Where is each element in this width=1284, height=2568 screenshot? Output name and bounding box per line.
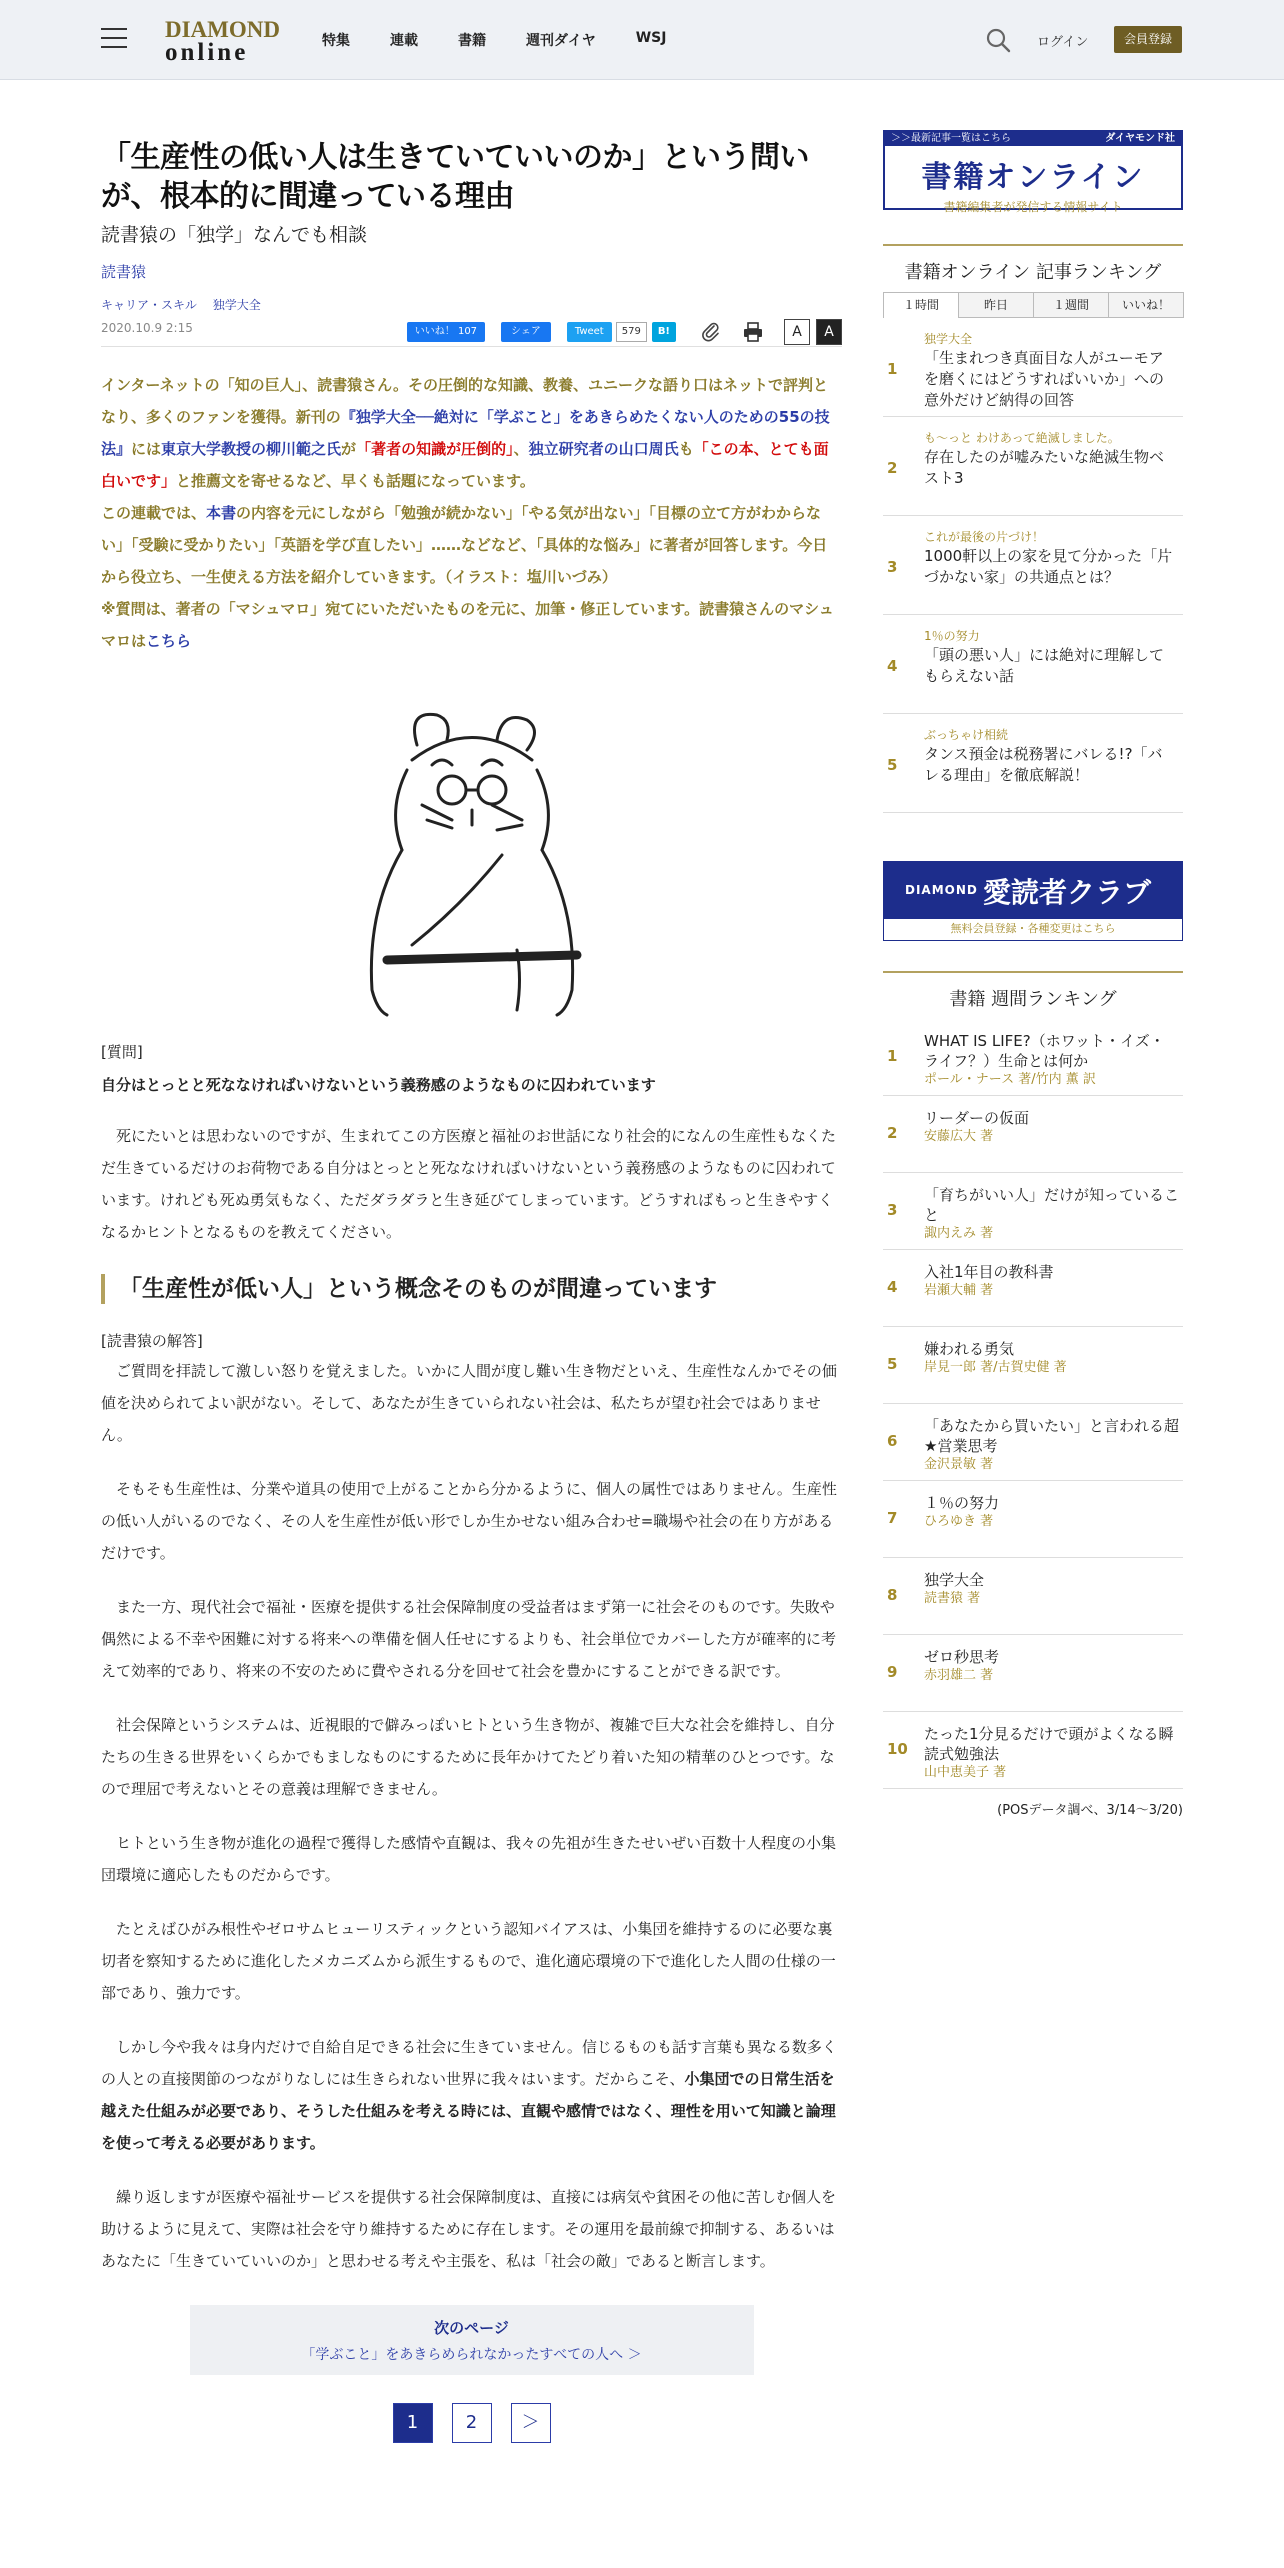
tab-yesterday[interactable]: 昨日 bbox=[958, 292, 1034, 318]
book-rank: 4 bbox=[887, 1278, 898, 1296]
article-subtitle: 読書猿の「独学」なんでも相談 bbox=[101, 224, 368, 246]
banner-title: 書籍オンライン bbox=[921, 160, 1145, 195]
lead-text: と推薦文を寄せるなど、早くも話題になっています。 bbox=[176, 472, 535, 490]
pagination bbox=[101, 2403, 842, 2443]
category-career[interactable]: キャリア・スキル bbox=[101, 298, 197, 312]
meta-row bbox=[101, 317, 842, 347]
next-arrow-button[interactable]: ＞ bbox=[511, 2403, 551, 2443]
book-item[interactable] bbox=[883, 1481, 1183, 1558]
banner-latest: ＞＞最新記事一覧はこちら bbox=[891, 133, 1011, 144]
book-author: 金沢景敏 著 bbox=[924, 1457, 994, 1472]
book-title: １％の努力 bbox=[924, 1494, 1000, 1512]
book-rank: 5 bbox=[887, 1355, 898, 1373]
marshmallow-link[interactable]: こちら bbox=[146, 632, 192, 650]
rank-kicker: も〜っと わけあって絶滅しました。 bbox=[924, 431, 1120, 445]
lead-text: も bbox=[678, 440, 694, 458]
sidebar bbox=[883, 130, 1183, 1818]
tab-1hour[interactable]: １時間 bbox=[883, 292, 959, 318]
book-author: ポール・ナース 著/竹内 薫 訳 bbox=[924, 1072, 1096, 1087]
answer-paragraph: ヒトという生き物が進化の過程で獲得した感情や直観は、我々の先祖が生きたせいぜい百数十人程度の小集団環境に適応したものだからです。 bbox=[101, 1834, 837, 1884]
readers-club-banner[interactable] bbox=[883, 861, 1183, 941]
ranking-item[interactable] bbox=[883, 615, 1183, 714]
book-rank: 8 bbox=[887, 1586, 898, 1604]
answer-paragraph: また一方、現代社会で福祉・医療を提供する社会保障制度の受益者はまず第一に社会そのものです。失敗や偶然による不幸や困難に対する将来への準備を個人任せにするよりも、社会単位でカバーした方が確率的に考えて効率的であり、将来の不安のために費やされる分を回せて社会を豊かにすることができる訳です。 bbox=[101, 1598, 837, 1680]
next-page-label: 次のページ bbox=[434, 2319, 509, 2337]
logo-bottom: online bbox=[165, 39, 249, 66]
page-2-button[interactable]: 2 bbox=[452, 2403, 492, 2443]
article-title: 「生産性の低い人は生きていていいのか」という問いが、根本的に間違っている理由 bbox=[101, 140, 809, 214]
category-list bbox=[101, 296, 842, 313]
book-item[interactable] bbox=[883, 1019, 1183, 1096]
book-title: リーダーの仮面 bbox=[924, 1109, 1030, 1127]
article bbox=[101, 138, 842, 2443]
book-link[interactable]: 本書 bbox=[206, 504, 237, 522]
quote-red: 「この本、とても面白いです」 bbox=[101, 440, 829, 490]
book-title: 「育ちがいい人」だけが知っていること bbox=[924, 1186, 1180, 1224]
rank-title: 「生まれつき真面目な人がユーモアを磨くにはどうすればいいか」への意外だけど納得の回答 bbox=[924, 349, 1165, 409]
search-icon[interactable] bbox=[985, 27, 1011, 53]
book-title: 嫌われる勇気 bbox=[924, 1340, 1015, 1358]
tab-1week[interactable]: １週間 bbox=[1033, 292, 1109, 318]
club-brand: DIAMOND bbox=[905, 883, 978, 897]
page-1-button[interactable]: 1 bbox=[393, 2403, 433, 2443]
rank-number: 2 bbox=[887, 459, 898, 477]
next-page-title: 「学ぶこと」をあきらめられなかったすべての人へ ＞ bbox=[301, 2347, 642, 2363]
nav-feature[interactable]: 特集 bbox=[322, 33, 350, 49]
social-bar bbox=[407, 319, 842, 345]
category-dokugaku[interactable]: 独学大全 bbox=[212, 298, 261, 312]
lead-paragraph-2 bbox=[101, 497, 842, 593]
ranking-item[interactable] bbox=[883, 714, 1183, 813]
rank-kicker: 独学大全 bbox=[924, 332, 973, 346]
article-ranking-title: 書籍オンライン 記事ランキング bbox=[883, 244, 1183, 288]
book-author: 読書猿 著 bbox=[924, 1591, 981, 1606]
answer-paragraph: たとえばひがみ根性やゼロサムヒューリスティックという認知バイアスは、小集団を維持するのに必要な裏切者を察知するために進化したメカニズムから派生するもので、進化適応環境の下で進化した人間の仕様の一部であり、強力です。 bbox=[101, 1920, 836, 2002]
book-rank: 2 bbox=[887, 1124, 898, 1142]
ranking-tabs bbox=[883, 292, 1183, 318]
answer-paragraph: ご質問を拝読して激しい怒りを覚えました。いかに人間が度し難い生き物だといえ、生産性なんかでその価値を決められてよい訳がない。そして、あなたが生きていられない社会は、私たちが望む社会ではありません。 bbox=[101, 1362, 837, 1444]
book-item[interactable] bbox=[883, 1404, 1183, 1481]
ranking-item[interactable] bbox=[883, 516, 1183, 615]
next-page-link[interactable] bbox=[190, 2305, 754, 2375]
club-name: 愛読者クラブ bbox=[983, 876, 1152, 909]
main-nav bbox=[322, 30, 706, 50]
book-item[interactable] bbox=[883, 1712, 1183, 1789]
lead-text: が bbox=[341, 440, 357, 458]
lead-text: この連載では、 bbox=[101, 504, 207, 522]
book-title: 入社1年目の教科書 bbox=[924, 1263, 1054, 1281]
lead-text: ※質問は、著者の「マシュマロ」宛てにいただいたものを元に、加筆・修正しています。読書猿さんのマシュマロは bbox=[101, 600, 834, 650]
book-rank: 1 bbox=[887, 1047, 898, 1065]
book-author: 諏内えみ 著 bbox=[924, 1226, 994, 1241]
facebook-share-button[interactable]: シェア bbox=[501, 322, 551, 342]
illustration-owl bbox=[322, 685, 622, 1025]
book-author: 岩瀬大輔 著 bbox=[924, 1283, 994, 1298]
facebook-like-button[interactable]: いいね！ 107 bbox=[407, 322, 485, 342]
book-author: 山中恵美子 著 bbox=[924, 1765, 1007, 1780]
rank-kicker: ぶっちゃけ相続 bbox=[924, 728, 1009, 742]
rank-title: 1000軒以上の家を見て分かった「片づかない家」の共通点とは？ bbox=[924, 547, 1173, 586]
book-item[interactable] bbox=[883, 1327, 1183, 1404]
publish-date: 2020.10.9 2:15 bbox=[101, 321, 193, 335]
book-title: たった1分見るだけで頭がよくなる瞬読式勉強法 bbox=[924, 1725, 1174, 1763]
site-logo[interactable] bbox=[165, 17, 280, 66]
answer-paragraph: 繰り返しますが医療や福祉サービスを提供する社会保障制度は、直接には病気や貧困その他に苦しむ個人を助けるように見えて、実際は社会を守り維持するために存在します。その運用を最前線で抑制する、あるいはあなたに「生きていていいのか」と思わせる考えや主張を、私は「社会の敵」であると断言します。 bbox=[101, 2188, 837, 2270]
hamburger-icon[interactable] bbox=[101, 28, 127, 50]
club-subtitle: 無料会員登録・各種変更はこちら bbox=[883, 919, 1183, 941]
answer-paragraph bbox=[101, 2031, 842, 2159]
book-item[interactable] bbox=[883, 1635, 1183, 1712]
ranking-item[interactable] bbox=[883, 417, 1183, 516]
signup-button[interactable]: 会員登録 bbox=[1114, 26, 1182, 53]
article-lead bbox=[101, 369, 842, 657]
person-link[interactable]: 東京大学教授の柳川範之氏 bbox=[161, 440, 342, 458]
answer-paragraph: そもそも生産性は、分業や道具の使用で上がることから分かるように、個人の属性ではありません。生産性の低い人がいるのでなく、その人を生産性が低い形でしか生かせない組み合わせ=職場や社会の在り方があるだけです。 bbox=[101, 1480, 837, 1562]
rank-kicker: 1％の努力 bbox=[924, 629, 980, 643]
book-title: 独学大全 bbox=[924, 1571, 985, 1589]
font-size-large-button[interactable]: A bbox=[816, 319, 842, 345]
lead-text: インターネットの「知の巨人」、読書猿さん。その圧倒的な知識、教養、ユニークな語り口はネットで評判となり、多くのファンを獲得。新刊の bbox=[101, 376, 829, 426]
ranking-item[interactable] bbox=[883, 318, 1183, 417]
book-rank: 3 bbox=[887, 1201, 898, 1219]
book-author: 岸見一郎 著/古賀史健 著 bbox=[924, 1360, 1067, 1375]
tweet-button[interactable]: Tweet bbox=[567, 322, 612, 342]
rank-title: タンス預金は税務署にバレる!?「バレる理由」を徹底解説！ bbox=[924, 745, 1163, 784]
club-banner-main bbox=[883, 861, 1183, 919]
book-item[interactable] bbox=[883, 1173, 1183, 1250]
book-rank: 10 bbox=[887, 1740, 908, 1758]
book-rank: 7 bbox=[887, 1509, 898, 1527]
hatena-bookmark-button[interactable]: B! bbox=[652, 322, 676, 342]
answer-text: しかし今や我々は身内だけで自給自足できる社会に生きていません。信じるものも話す言葉も異なる数多くの人との直接関節のつながりなしには生きられない世界に我々はいます。だからこそ、 bbox=[101, 2038, 837, 2088]
logo-top: DIAMOND bbox=[165, 17, 280, 42]
banner-brand: ダイヤモンド社 bbox=[1105, 133, 1175, 144]
question-summary: 自分はとっとと死ななければいけないという義務感のようなものに囚われています bbox=[101, 1076, 656, 1094]
tweet-count: 579 bbox=[616, 322, 647, 342]
question-body: 死にたいとは思わないのですが、生まれてこの方医療と福祉のお世話になり社会的になんの生産性もなくただ生きているだけのお荷物である自分はとっとと死ななければいけないという義務感のようなものに囚われています。けれども死ぬ勇気もなく、ただダラダラと生き延びてしまっています。どうすればもっと生きやすくなるかヒントとなるものを教えてください。 bbox=[101, 1127, 837, 1241]
nav-weekly[interactable]: 週刊ダイヤ bbox=[526, 33, 596, 49]
books-online-banner[interactable] bbox=[883, 130, 1183, 214]
book-rank: 6 bbox=[887, 1432, 898, 1450]
nav-books[interactable]: 書籍 bbox=[458, 33, 486, 49]
book-item[interactable] bbox=[883, 1096, 1183, 1173]
font-size-small-button[interactable]: A bbox=[784, 319, 810, 345]
tab-likes[interactable]: いいね！ bbox=[1108, 292, 1184, 318]
banner-subtitle: 書籍編集者が発信する情報サイト bbox=[943, 200, 1123, 214]
rank-title: 「頭の悪い人」には絶対に理解してもらえない話 bbox=[924, 646, 1165, 685]
answer-label: [読書猿の解答] bbox=[101, 1332, 203, 1350]
answer-bold: 小集団での日常生活を越えた仕組みが必要であり、そうした仕組みを考える時には、直観や感情ではなく、理性を用いて知識と論理を使って考える必要があります。 bbox=[101, 2070, 836, 2152]
book-author: 安藤広大 著 bbox=[924, 1129, 994, 1144]
quote-red: 「著者の知識が圧倒的」 bbox=[356, 440, 514, 458]
rank-number: 4 bbox=[887, 657, 898, 675]
book-title: 「あなたから買いたい」と言われる超★営業思考 bbox=[924, 1417, 1180, 1455]
nav-series[interactable]: 連載 bbox=[390, 33, 418, 49]
book-rank: 9 bbox=[887, 1663, 898, 1681]
book-item[interactable] bbox=[883, 1558, 1183, 1635]
lead-text: には bbox=[131, 440, 162, 458]
print-icon[interactable] bbox=[742, 321, 764, 343]
rank-number: 5 bbox=[887, 756, 898, 774]
banner-top-bar bbox=[885, 132, 1181, 146]
section-heading: 「生産性が低い人」という概念そのものが間違っています bbox=[101, 1274, 842, 1304]
book-author: ひろゆき 著 bbox=[924, 1514, 994, 1529]
rank-title: 存在したのが嘘みたいな絶滅生物ベスト3 bbox=[924, 448, 1165, 487]
rank-kicker: これが最後の片づけ！ bbox=[924, 530, 1045, 544]
lead-text: 、 bbox=[513, 440, 529, 458]
nav-wsj[interactable]: WSJ bbox=[635, 30, 667, 46]
clip-icon[interactable] bbox=[700, 321, 722, 343]
book-link[interactable]: 『独学大全──絶対に「学ぶこと」をあきらめたくない人のための55の技法』 bbox=[101, 408, 830, 458]
pos-data-note: (POSデータ調べ、3/14～3/20) bbox=[997, 1803, 1183, 1818]
rank-number: 1 bbox=[887, 360, 898, 378]
lead-paragraph-3 bbox=[101, 593, 842, 657]
lead-paragraph-1 bbox=[101, 369, 842, 497]
book-ranking-title: 書籍 週間ランキング bbox=[883, 971, 1183, 1019]
person-link[interactable]: 独立研究者の山口周氏 bbox=[528, 440, 679, 458]
book-title: WHAT IS LIFE?（ホワット・イズ・ライフ？）生命とは何か bbox=[924, 1032, 1165, 1070]
answer-paragraph: 社会保障というシステムは、近視眼的で僻みっぽいヒトという生き物が、複雑で巨大な社会を維持し、自分たちの生きる世界をいくらかでもましなものにするために長年かけてたどり着いた知の精華のひとつです。なので理屈で考えないとその意義は理解できません。 bbox=[101, 1716, 835, 1798]
author-link[interactable]: 読書猿 bbox=[101, 263, 147, 281]
book-author: 赤羽雄二 著 bbox=[924, 1668, 994, 1683]
rank-number: 3 bbox=[887, 558, 898, 576]
question-label: [質問] bbox=[101, 1043, 143, 1061]
book-item[interactable] bbox=[883, 1250, 1183, 1327]
login-link[interactable]: ログイン bbox=[1037, 35, 1089, 50]
site-header bbox=[0, 0, 1284, 80]
book-title: ゼロ秒思考 bbox=[924, 1648, 1000, 1666]
lead-text: の内容を元にしながら「勉強が続かない」「やる気が出ない」「目標の立て方がわからない」「受験に受かりたい」「英語を学び直したい」……などなど、「具体的な悩み」に著者が回答します。今日から役立ち、一生使える方法を紹介していきます。（イラスト：塩川いづみ） bbox=[101, 504, 828, 586]
